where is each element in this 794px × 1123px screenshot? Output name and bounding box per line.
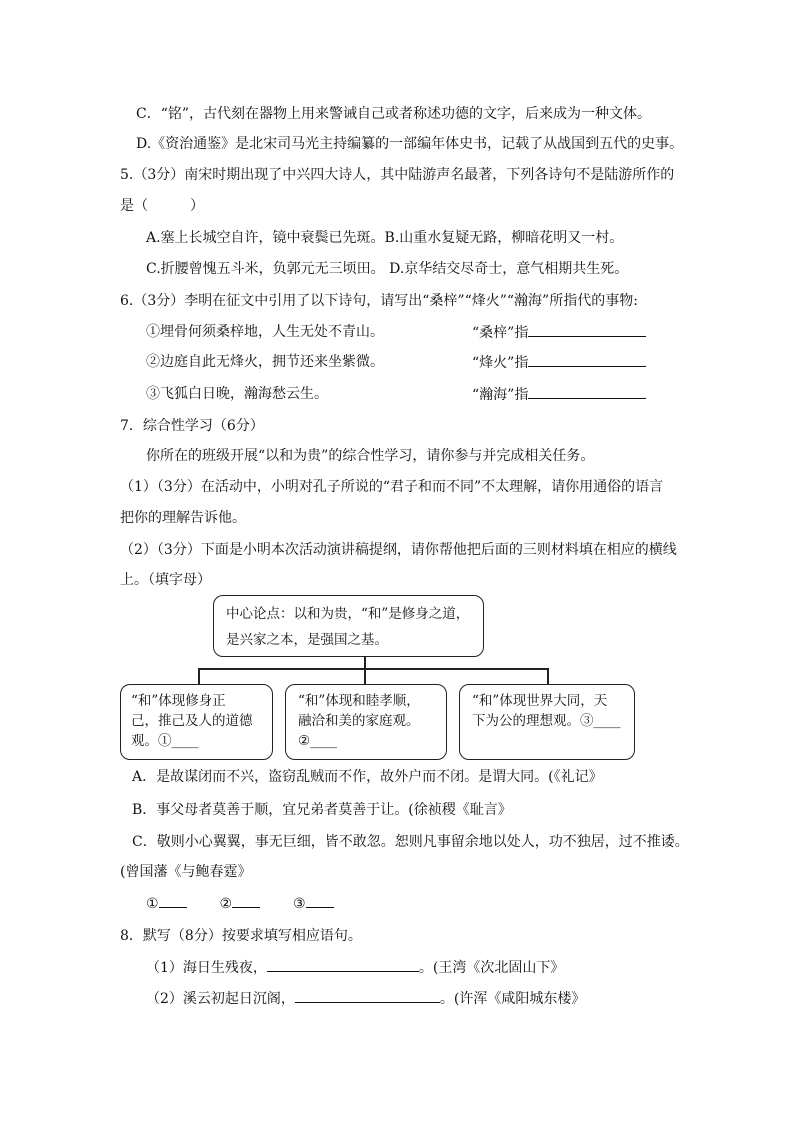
q8-title: 8．默写（8分）按要求填写相应语句。 <box>120 928 362 944</box>
answer-blank-1[interactable] <box>159 893 187 908</box>
q8-line2 <box>146 988 585 1009</box>
connector-middle <box>364 668 366 684</box>
answer-label-1: ① <box>146 896 159 912</box>
q4-option-d: D.《资治通鉴》是北宋司马光主持编纂的一部编年体史书，记载了从战国到五代的史事。 <box>136 136 684 152</box>
box3-line2: 下为公的理想观。③____ <box>472 713 621 729</box>
answer-blank-3[interactable] <box>306 893 334 908</box>
q8-line2-prompt: （2）溪云初起日沉阁， <box>146 991 295 1007</box>
q6-verse-1: ①埋骨何须桑梓地，人生无处不青山。 <box>146 324 384 340</box>
q6-stem: 6.（3分）李明在征文中引用了以下诗句，请写出“桑梓”“烽火”“瀚海”所指代的事物: <box>120 293 638 309</box>
q8-blank-2[interactable] <box>295 988 440 1003</box>
outline-box-world <box>459 684 635 760</box>
q6-answer-blank-2[interactable] <box>528 352 646 367</box>
q8-line2-source: 。(许浑《咸阳城东楼》 <box>439 991 586 1007</box>
q6-term-3 <box>472 384 646 405</box>
center-thesis-line2: 是兴家之本，是强国之基。 <box>226 632 388 648</box>
q7-part1-line2: 把你的理解告诉他。 <box>120 510 246 526</box>
q8-line1-source: 。(王湾《次北固山下》 <box>418 960 565 976</box>
q5-stem-line1: 5.（3分）南宋时期出现了中兴四大诗人，其中陆游声名最著，下列各诗句不是陆游所作的 <box>120 167 675 183</box>
q6-term-3-label: “瀚海”指 <box>472 387 529 403</box>
q8-blank-1[interactable] <box>267 957 419 972</box>
q6-term-2-label: “烽火”指 <box>472 355 529 371</box>
box1-line1: “和”体现修身正 <box>131 693 226 709</box>
q6-term-2 <box>472 352 646 373</box>
q6-answer-blank-1[interactable] <box>528 322 646 337</box>
answer-blank-2[interactable] <box>232 893 260 908</box>
box2-line2: 融洽和美的家庭观。 <box>298 713 420 729</box>
box3-line1: “和”体现世界大同，天 <box>472 693 608 709</box>
answer-label-3: ③ <box>292 896 306 912</box>
box1-line2: 己，推己及人的道德 <box>131 713 253 729</box>
center-thesis-line1: 中心论点：以和为贵，“和”是修身之道， <box>226 606 470 622</box>
q7-material-a: A．是故谋闭而不兴，盗窃乱贼而不作，故外户而不闭。是谓大同。(《礼记》 <box>132 769 603 785</box>
q7-intro: 你所在的班级开展“以和为贵”的综合性学习，请你参与并完成相关任务。 <box>146 448 595 464</box>
q7-part2-line1: （2）（3分）下面是小明本次活动演讲稿提纲，请你帮他把后面的三则材料填在相应的横线 <box>120 542 677 558</box>
outline-box-family <box>285 684 447 760</box>
q7-title: 7．综合性学习（6分） <box>120 418 264 434</box>
q6-term-1-label: “桑梓”指 <box>472 325 529 341</box>
q6-answer-blank-3[interactable] <box>528 384 646 399</box>
q5-options-ab: A.塞上长城空自许，镜中衰鬓已先斑。B.山重水复疑无路，柳暗花明又一村。 <box>146 230 624 246</box>
q7-part2-line2: 上。（填字母） <box>120 572 211 588</box>
connector-left <box>198 668 200 684</box>
q8-line1-prompt: （1）海日生残夜， <box>146 960 267 976</box>
q7-material-c-line2: (曾国藩《与鲍春霆》 <box>120 864 252 880</box>
q7-answer-row <box>146 893 334 914</box>
connector-bar <box>198 668 548 670</box>
connector-right <box>547 668 549 684</box>
q5-options-cd: C.折腰曾愧五斗米，负郭元无三顷田。 D.京华结交尽奇士，意气相期共生死。 <box>146 261 629 277</box>
q6-verse-2: ②边庭自此无烽火，拥节还来坐紫微。 <box>146 354 384 370</box>
box2-line1: “和”体现和睦孝顺， <box>298 693 420 709</box>
q4-option-c: C．“铭”，古代刻在器物上用来警诫自己或者称述功德的文字，后来成为一种文体。 <box>136 106 652 122</box>
q8-line1 <box>146 957 564 978</box>
q6-verse-3: ③飞狐白日晚，瀚海愁云生。 <box>146 386 328 402</box>
q5-stem-line2: 是（ ） <box>120 198 204 214</box>
q6-term-1 <box>472 322 646 343</box>
outline-box-self-cultivation <box>120 684 273 760</box>
answer-label-2: ② <box>219 896 233 912</box>
box2-line3: ②____ <box>298 733 338 749</box>
q7-part1-line1: （1）（3分）在活动中，小明对孔子所说的“君子和而不同”不太理解，请你用通俗的语言 <box>120 479 664 495</box>
outline-center-thesis <box>213 595 484 657</box>
q7-material-b: B．事父母者莫善于顺，宜兄弟者莫善于让。(徐祯稷《耻言》 <box>132 802 512 818</box>
box1-line3: 观。①____ <box>131 733 199 749</box>
q7-material-c-line1: C．敬则小心翼翼，事无巨细，皆不敢忽。恕则凡事留余地以处人，功不独居，过不推诿。 <box>132 834 689 850</box>
